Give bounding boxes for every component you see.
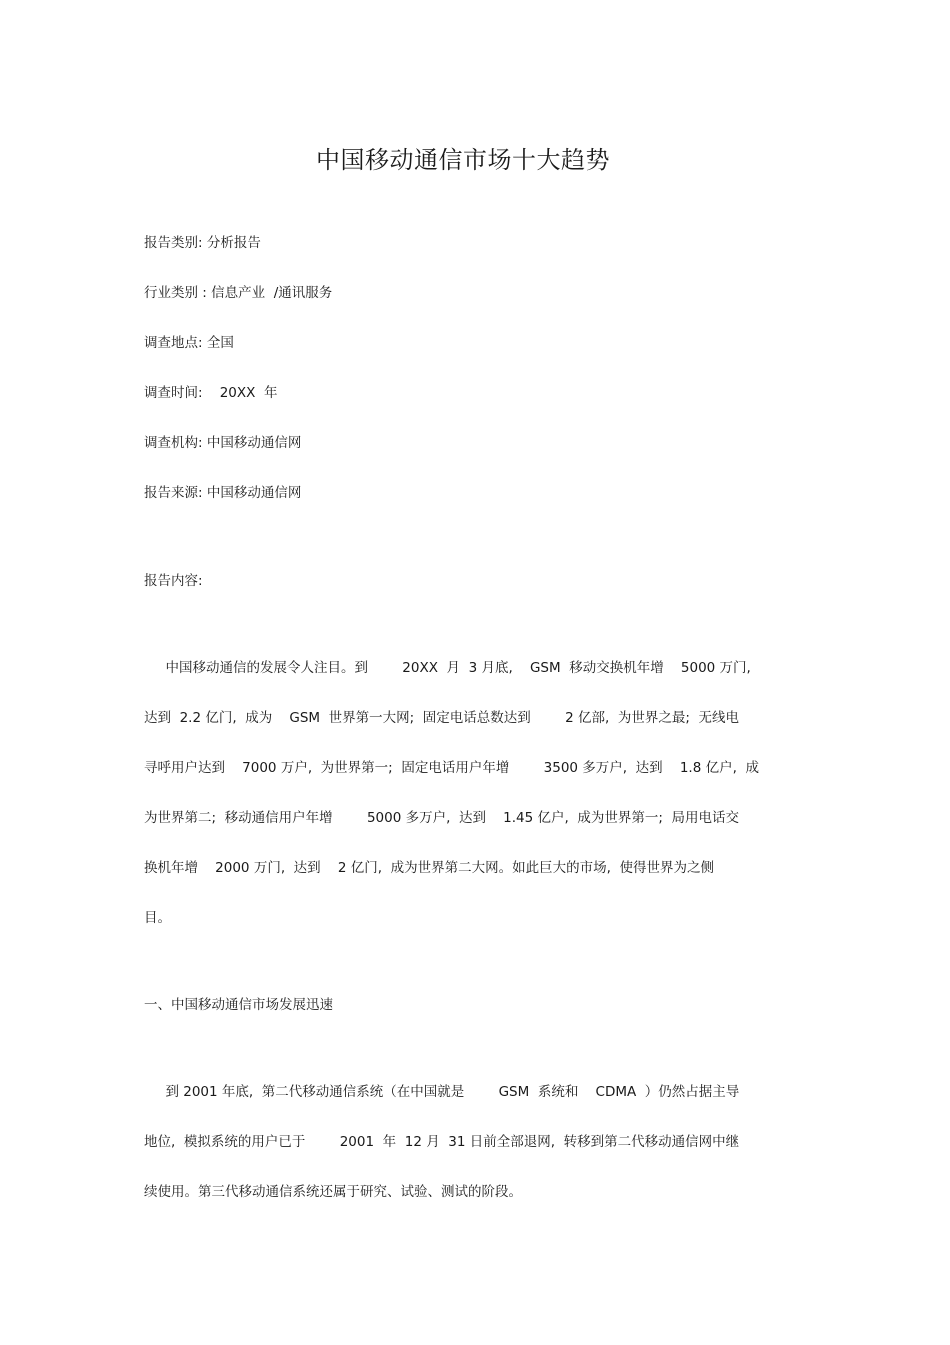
meta-time: 调查时间: 20XX 年 — [144, 385, 278, 401]
section-line: 地位, 模拟系统的用户已于 2001 年 12 月 31 日前全部退网, 转移到第二代移动通信网中继 — [144, 1134, 740, 1150]
section-line: 到 2001 年底, 第二代移动通信系统（在中国就是 GSM 系统和 CDMA ）仍然占据主导 — [144, 1084, 740, 1100]
intro-line: 中国移动通信的发展令人注目。到 20XX 月 3 月底, GSM 移动交换机年增 5000 万门, — [144, 660, 751, 676]
intro-line: 目。 — [144, 910, 171, 926]
intro-line: 为世界第二; 移动通信用户年增 5000 多万户, 达到 1.45 亿户, 成为世界第一; 局用电话交 — [144, 810, 740, 826]
meta-agency: 调查机构: 中国移动通信网 — [144, 435, 302, 451]
section-line: 续使用。第三代移动通信系统还属于研究、试验、测试的阶段。 — [144, 1184, 522, 1200]
section-heading: 一、中国移动通信市场发展迅速 — [144, 997, 333, 1013]
meta-report-type: 报告类别: 分析报告 — [144, 235, 261, 251]
content-label: 报告内容: — [144, 573, 203, 589]
meta-industry: 行业类别 : 信息产业 /通讯服务 — [144, 285, 333, 301]
meta-location: 调查地点: 全国 — [144, 335, 234, 351]
intro-line: 寻呼用户达到 7000 万户, 为世界第一; 固定电话用户年增 3500 多万户, 达到 1.8 亿户, 成 — [144, 760, 759, 776]
intro-line: 换机年增 2000 万门, 达到 2 亿门, 成为世界第二大网。如此巨大的市场, 使得世界为之侧 — [144, 860, 714, 876]
intro-line: 达到 2.2 亿门, 成为 GSM 世界第一大网; 固定电话总数达到 2 亿部, 为世界之最; 无线电 — [144, 710, 739, 726]
meta-source: 报告来源: 中国移动通信网 — [144, 485, 302, 501]
document-title: 中国移动通信市场十大趋势 — [316, 146, 610, 174]
